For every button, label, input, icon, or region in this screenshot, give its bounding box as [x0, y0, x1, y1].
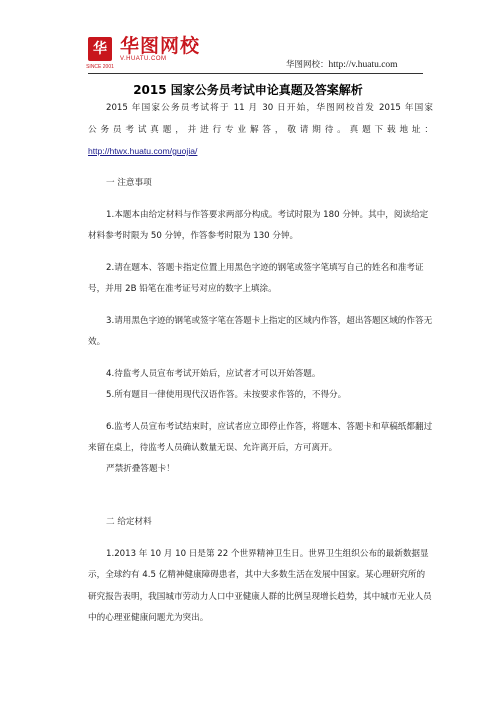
logo-brand-en: V.HUATU.COM [120, 56, 167, 62]
note-item-6: 6.监考人员宣布考试结束时，应试者应立即停止作答，将题本、答题卡和草稿纸都翻过来留在桌上，待监考人员确认数量无误、允许离开后，方可离开。 [88, 422, 433, 454]
header-divider [88, 73, 423, 74]
intro-paragraph-end [88, 141, 433, 163]
note-item-1: 1.本题本由给定材料与作答要求两部分构成。考试时限为 180 分钟。其中，阅读给定材料参考时限为 50 分钟，作答参考时限为 130 分钟。 [88, 210, 429, 242]
note-item-4: 4.待监考人员宣布考试开始后，应试者才可以开始答题。 [106, 369, 321, 379]
intro-line-2: 公务员考试真题，并进行专业解答，敬请期待。真题下载地址： [88, 125, 433, 135]
note-item-5: 5.所有题目一律使用现代汉语作答。未按要求作答的，不得分。 [106, 390, 347, 400]
header-site-link [286, 58, 398, 70]
site-url-link[interactable]: http://v.huatu.com [328, 60, 398, 70]
huatu-logo[interactable] [86, 35, 201, 70]
logo-glyph: 华 [93, 41, 107, 57]
document-title: 2015 国家公务员考试申论真题及答案解析 [133, 83, 363, 97]
download-link[interactable]: http://htwx.huatu.com/guojia/ [88, 146, 198, 156]
note-item-2: 2.请在题本、答题卡指定位置上用黑色字迹的钢笔或签字笔填写自己的姓名和准考证号，并用 2B 铅笔在准考证号对应的数字上填涂。 [88, 263, 424, 295]
logo-mark-icon [86, 37, 114, 70]
material-paragraph-1: 1.2013 年 10 月 10 日是第 22 个世界精神卫生日。世界卫生组织公布的最新数据显示，全球约有 4.5 亿精神健康障碍患者，其中大多数生活在发展中国家。某心理研究所的研究报告表明，我国城市劳动力人口中亚健康人群的比例呈现增长趋势，其中城市无业人员中的心理亚健康问题尤为突出。 [88, 549, 432, 623]
note-warning: 严禁折叠答题卡！ [106, 464, 175, 474]
note-item-3: 3.请用黑色字迹的钢笔或签字笔在答题卡上指定的区域内作答，超出答题区域的作答无效。 [88, 316, 433, 348]
site-label: 华图网校： [286, 60, 329, 70]
logo-text [120, 36, 200, 62]
logo-brand-cn: 华图网校 [120, 35, 201, 57]
intro-line-1: 2015 年国家公务员考试将于 11 月 30 日开始，华图网校首发 2015 年国家 [106, 103, 433, 113]
logo-since: SINCE 2001 [86, 64, 114, 70]
section-heading-materials: 二 给定材料 [106, 517, 152, 527]
section-heading-notes: 一 注意事项 [106, 178, 152, 188]
